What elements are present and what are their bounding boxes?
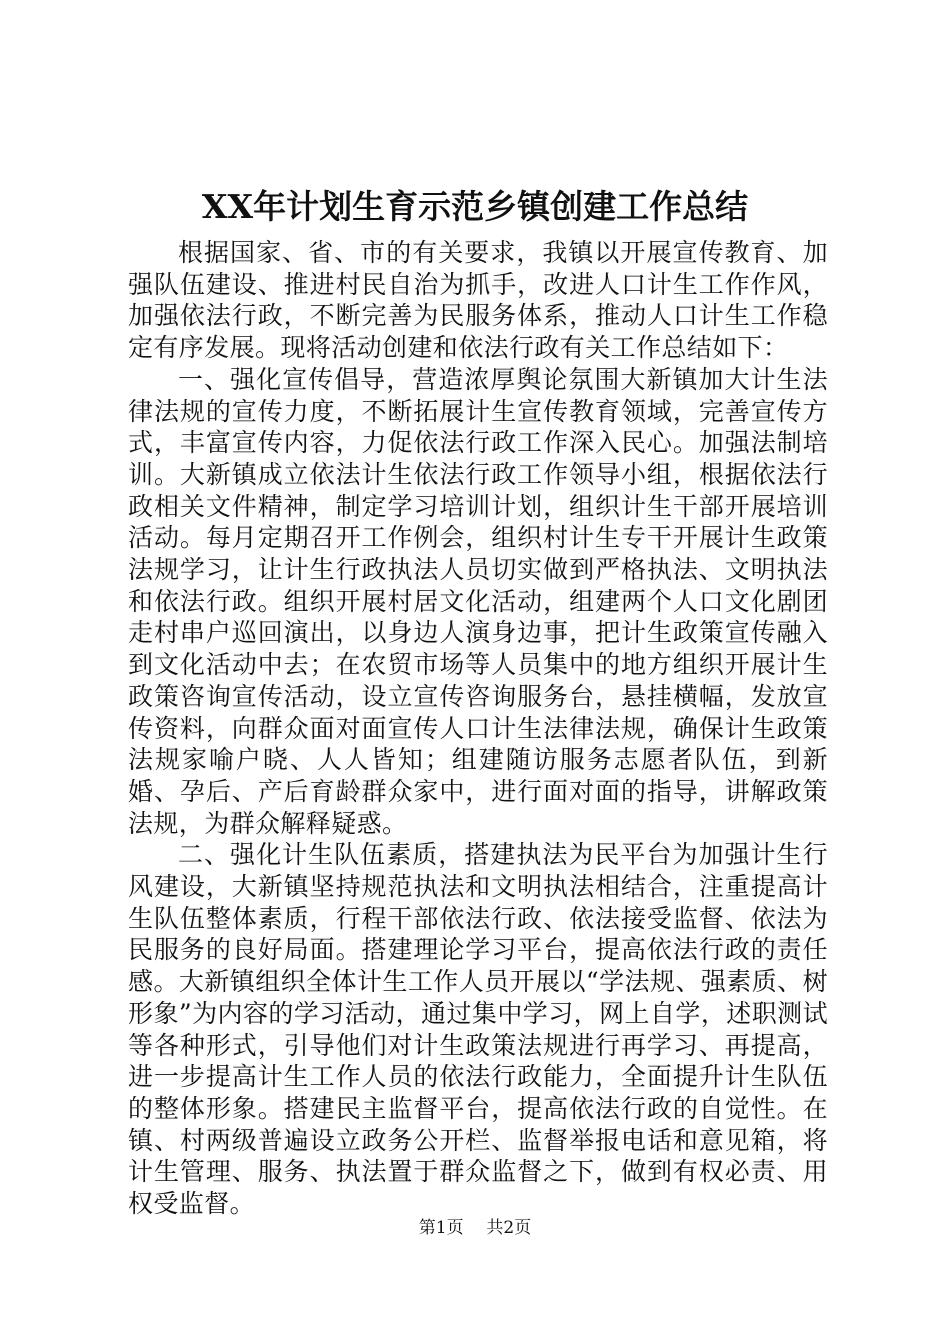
page-number-total: 共2页	[486, 1218, 532, 1238]
paragraph-section-two: 二、强化计生队伍素质，搭建执法为民平台为加强计生行风建设，大新镇坚持规范执法和文明执法相结合，注重提高计生队伍整体素质，行程干部依法行政、依法接受监督、依法为民服务的良好局面。搭建理论学习平台，提高依法行政的责任感。大新镇组织全体计生工作人员开展以“学法规、强素质、树形象”为内容的学习活动，通过集中学习，网上自学，述职测试等各种形式，引导他们对计生政策法规进行再学习、再提高，进一步提高计生工作人员的依法行政能力，全面提升计生队伍的整体形象。搭建民主监督平台，提高依法行政的自觉性。在镇、村两级普遍设立政务公开栏、监督举报电话和意见箱，将计生管理、服务、执法置于群众监督之下，做到有权必责、用权受监督。	[128, 840, 828, 1219]
paragraph-intro: 根据国家、省、市的有关要求，我镇以开展宣传教育、加强队伍建设、推进村民自治为抓手，改进人口计生工作作风，加强依法行政，不断完善为民服务体系，推动人口计生工作稳定有序发展。现将活动创建和依法行政有关工作总结如下：	[128, 238, 828, 363]
document-title: XX年计划生育示范乡镇创建工作总结	[201, 187, 749, 226]
paragraph-section-one: 一、强化宣传倡导，营造浓厚舆论氛围大新镇加大计生法律法规的宣传力度，不断拓展计生宣传教育领域，完善宣传方式，丰富宣传内容，力促依法行政工作深入民心。加强法制培训。大新镇成立依法计生依法行政工作领导小组，根据依法行政相关文件精神，制定学习培训计划，组织计生干部开展培训活动。每月定期召开工作例会，组织村计生专干开展计生政策法规学习，让计生行政执法人员切实做到严格执法、文明执法和依法行政。组织开展村居文化活动，组建两个人口文化剧团走村串户巡回演出，以身边人演身边事，把计生政策宣传融入到文化活动中去；在农贸市场等人员集中的地方组织开展计生政策咨询宣传活动，设立宣传咨询服务台，悬挂横幅，发放宣传资料，向群众面对面宣传人口计生法律法规，确保计生政策法规家喻户晓、人人皆知；组建随访服务志愿者队伍，到新婚、孕后、产后育龄群众家中，进行面对面的指导，讲解政策法规，为群众解释疑惑。	[128, 364, 828, 838]
page-footer	[0, 1216, 950, 1240]
document-body	[128, 237, 828, 1220]
page-number-current: 第1页	[418, 1218, 464, 1238]
